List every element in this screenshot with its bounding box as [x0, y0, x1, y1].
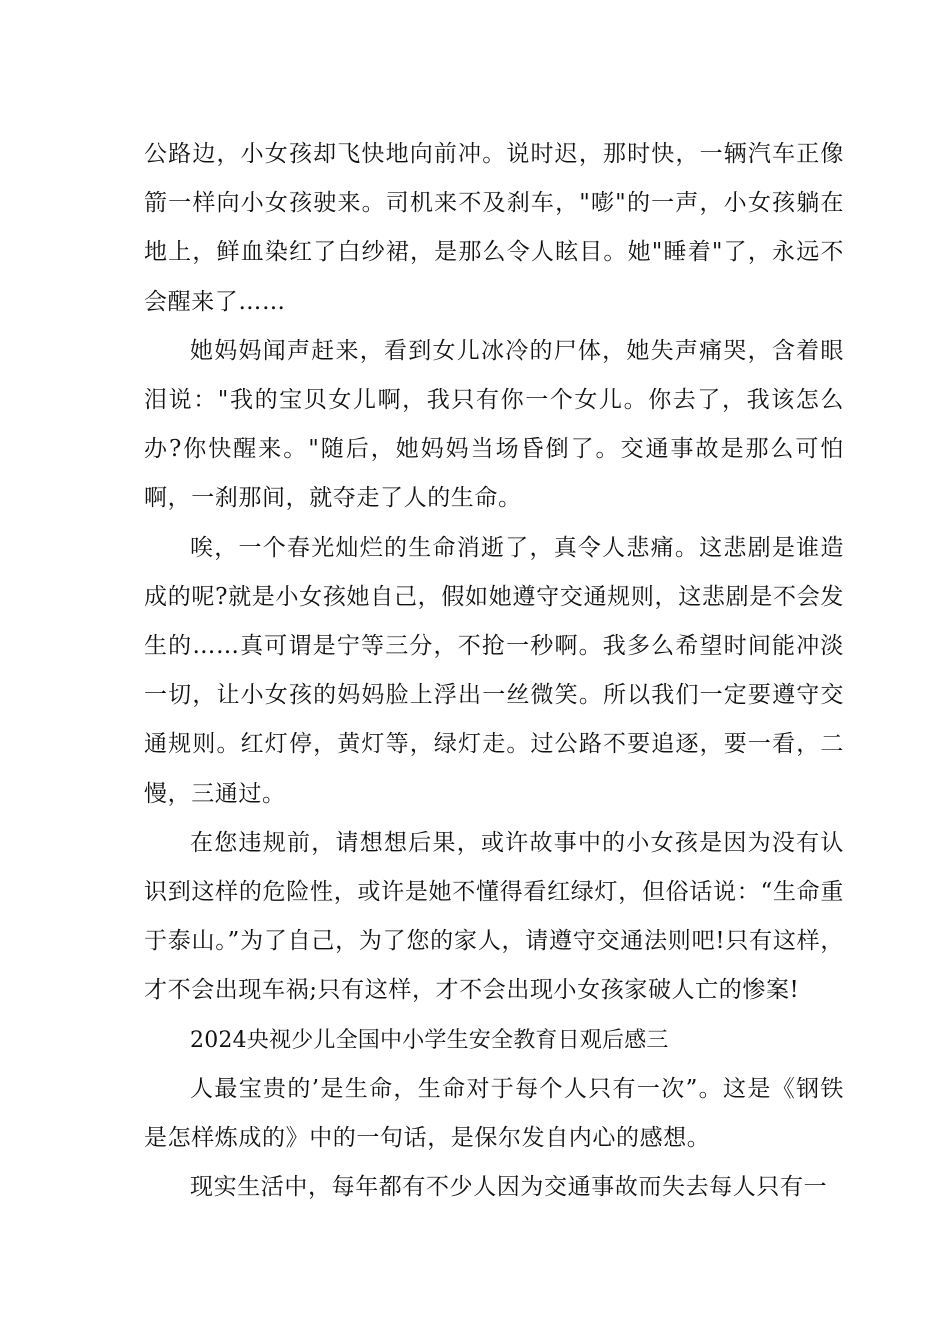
paragraph-reality: 现实生活中，每年都有不少人因为交通事故而失去每人只有一 — [190, 1174, 828, 1201]
paragraph-quote: 人最宝贵的’是生命，生命对于每个人只有一次”。这是《钢铁是怎样炼成的》中的一句话，是保尔发自内心的感想。 — [144, 1075, 844, 1152]
section-heading: 2024央视少儿全国中小学生安全教育日观后感三 — [190, 1027, 669, 1053]
paragraph-mother-grief: 她妈妈闻声赶来，看到女儿冰冷的尸体，她失声痛哭，含着眼泪说："我的宝贝女儿啊，我只有你一个女儿。你去了，我该怎么办?你快醒来。"随后，她妈妈当场昏倒了。交通事故是那么可怕啊，一刹那间，就夺走了人的生命。 — [144, 337, 844, 512]
paragraph-reflection: 唉，一个春光灿烂的生命消逝了，真令人悲痛。这悲剧是谁造成的呢?就是小女孩她自己，假如她遵守交通规则，这悲剧是不会发生的……真可谓是宁等三分，不抢一秒啊。我多么希望时间能冲淡一切，让小女孩的妈妈脸上浮出一丝微笑。所以我们一定要遵守交通规则。红灯停，黄灯等，绿灯走。过公路不要追逐，要一看，二慢，三通过。 — [144, 534, 844, 807]
paragraph-warning: 在您违规前，请想想后果，或许故事中的小女孩是因为没有认识到这样的危险性，或许是她不懂得看红绿灯，但俗话说：“生命重于泰山。”为了自己，为了您的家人，请遵守交通法则吧!只有这样，才不会出现车祸;只有这样，才不会出现小女孩家破人亡的惨案! — [144, 829, 844, 1004]
document-body — [144, 130, 844, 1212]
paragraph-accident-scene: 公路边，小女孩却飞快地向前冲。说时迟，那时快，一辆汽车正像箭一样向小女孩驶来。司机来不及刹车，"嘭"的一声，小女孩躺在地上，鲜血染红了白纱裙，是那么令人眩目。她"睡着"了，永远不会醒来了…… — [144, 141, 844, 315]
